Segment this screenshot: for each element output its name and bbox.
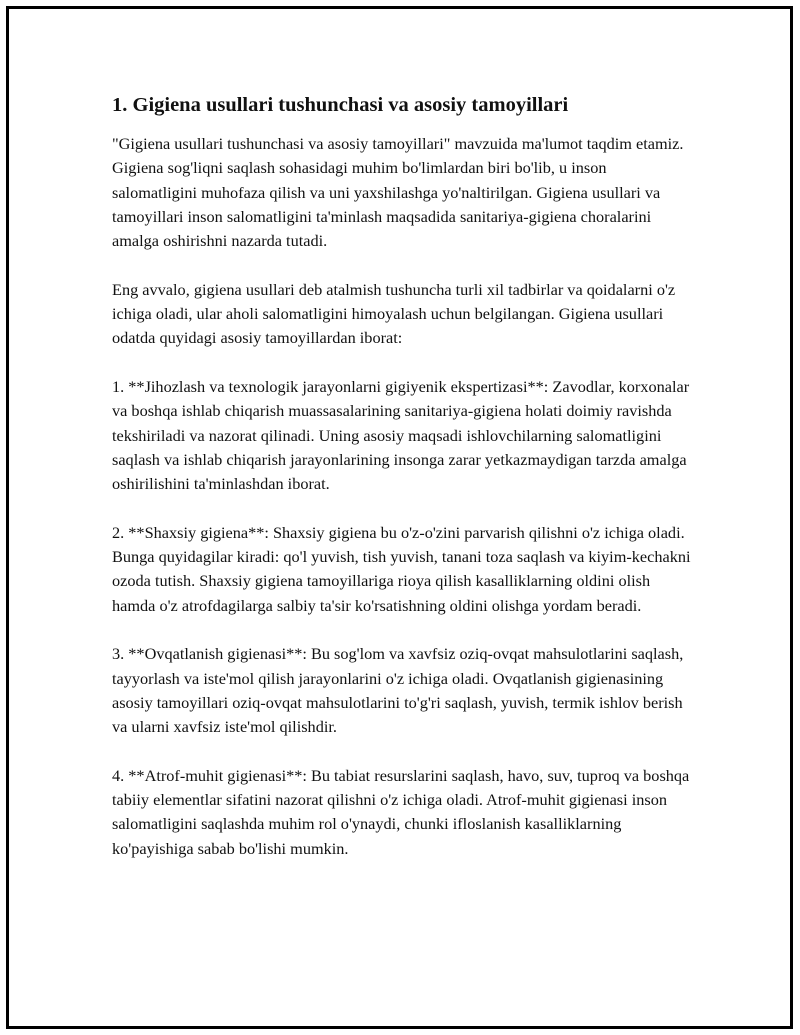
paragraph-item-2: 2. **Shaxsiy gigiena**: Shaxsiy gigiena bu o'z-o'zini parvarish qilishni o'z ichiga oladi. Bunga quyidagilar kiradi: qo'l yuvish, tish yuvish, tanani toza saqlash va kiyim-kechakni ozoda tutish. Shaxsiy gigiena tamoyillariga rioya qilish kasalliklarning oldini olish hamda o'z atrofdagilarga salbiy ta'sir ko'rsatishning oldini olishga yordam beradi. bbox=[112, 522, 691, 615]
paragraph-item-1: 1. **Jihozlash va texnologik jarayonlarni gigiyenik ekspertizasi**: Zavodlar, korxonalar va boshqa ishlab chiqarish muassasalarining sanitariya-gigiena holati doimiy ravishda tekshiriladi va nazorat qilinadi. Uning asosiy maqsadi ishlovchilarning salomatligini saqlash va ishlab chiqarish jarayonlarining insonga zarar yetkazmaydigan tarzda amalga oshirilishini ta'minlashdan iborat. bbox=[112, 376, 690, 494]
paragraph-overview: Eng avvalo, gigiena usullari deb atalmish tushuncha turli xil tadbirlar va qoidalarni o'z ichiga oladi, ular aholi salomatligini himoyalash uchun belgilangan. Gigiena usullari odatda quyidagi asosiy tamoyillardan iborat: bbox=[112, 279, 676, 348]
paragraph-item-3: 3. **Ovqatlanish gigienasi**: Bu sog'lom va xavfsiz oziq-ovqat mahsulotlarini saqlash, tayyorlash va iste'mol qilish jarayonlarini o'z ichiga oladi. Ovqatlanish gigienasining asosiy tamoyillari oziq-ovqat mahsulotlarini to'g'ri saqlash, yuvish, termik ishlov berish va ularni xavfsiz iste'mol qilishdir. bbox=[112, 644, 684, 737]
document-title: 1. Gigiena usullari tushunchasi va asosiy tamoyillari bbox=[112, 94, 569, 116]
document-body bbox=[112, 92, 692, 885]
paragraph-item-4: 4. **Atrof-muhit gigienasi**: Bu tabiat resurslarini saqlash, havo, suv, tuproq va boshqa tabiiy elementlar sifatini nazorat qilishni o'z ichiga oladi. Atrof-muhit gigienasi inson salomatligini saqlashda muhim rol o'ynaydi, chunki ifloslanish kasalliklarning ko'payishiga sabab bo'lishi mumkin. bbox=[112, 765, 690, 858]
paragraph-intro: "Gigiena usullari tushunchasi va asosiy tamoyillari" mavzuida ma'lumot taqdim etamiz. Gigiena sog'liqni saqlash sohasidagi muhim bo'limlardan biri bo'lib, u inson salomatligini muhofaza qilish va uni yaxshilashga yo'naltirilgan. Gigiena usullari va tamoyillari inson salomatligini ta'minlash maqsadida sanitariya-gigiena choralarini amalga oshirishni nazarda tutadi. bbox=[112, 134, 684, 251]
